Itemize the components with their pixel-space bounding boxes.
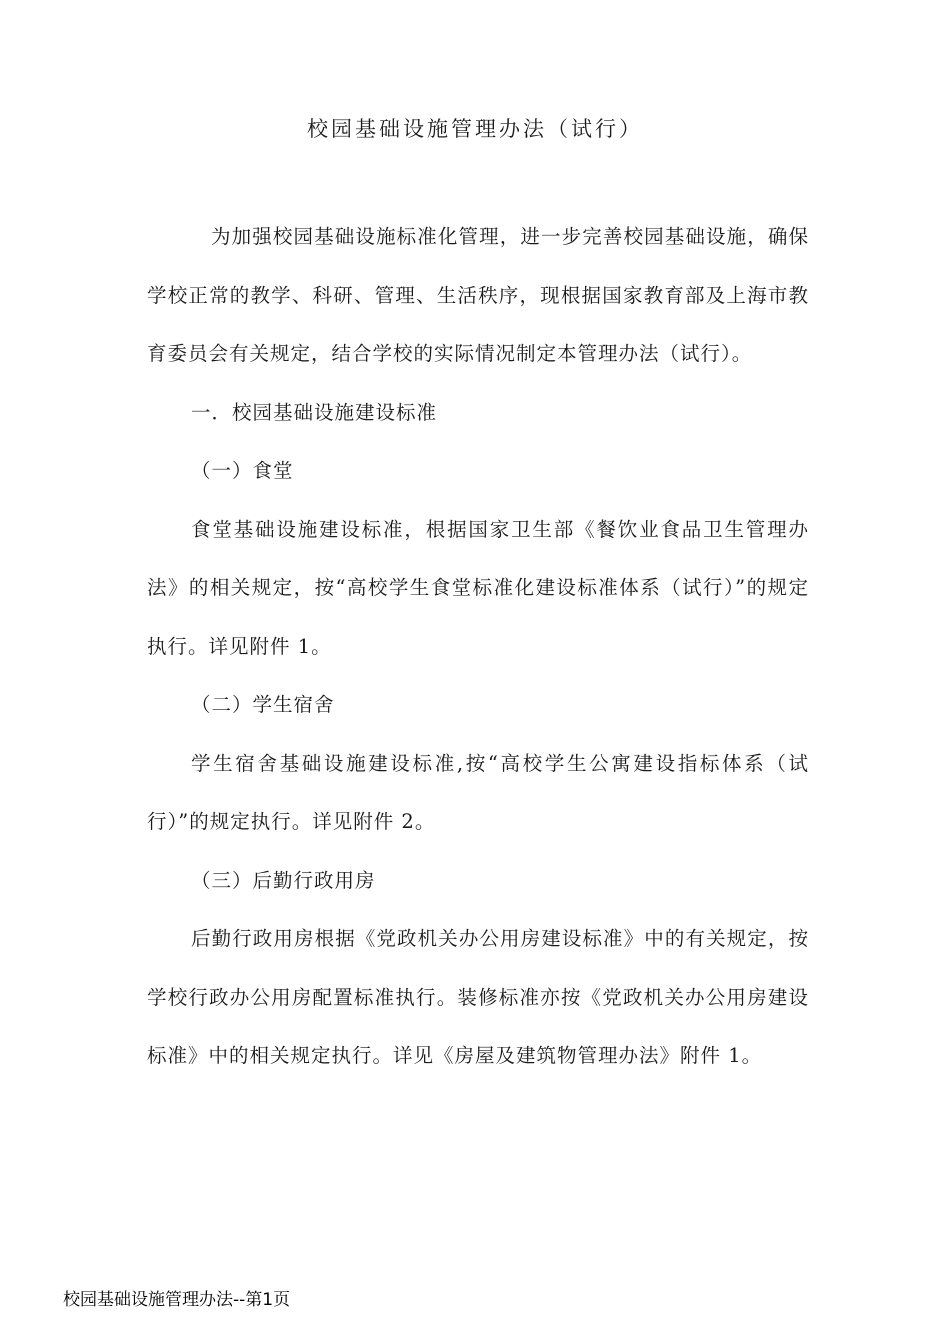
document-body [147, 208, 809, 1086]
page-footer: 校园基础设施管理办法--第1页 [63, 1290, 291, 1310]
canteen-paragraph: 食堂基础设施建设标准，根据国家卫生部《餐饮业食品卫生管理办法》的相关规定，按“高校学生食堂标准化建设标准体系（试行）”的规定执行。详见附件 1。 [147, 517, 809, 658]
document-title: 校园基础设施管理办法（试行） [307, 117, 643, 141]
subsection-heading-canteen: （一）食堂 [191, 459, 294, 482]
subsection-heading-dormitory: （二）学生宿舍 [191, 693, 335, 716]
subsection-heading-admin-buildings: （三）后勤行政用房 [191, 868, 376, 892]
dormitory-paragraph: 学生宿舍基础设施建设标准,按“高校学生公寓建设指标体系（试行）”的规定执行。详见附件 2。 [147, 751, 809, 833]
section-heading-construction-standards: 一．校园基础设施建设标准 [191, 400, 438, 424]
admin-buildings-paragraph: 后勤行政用房根据《党政机关办公用房建设标准》中的有关规定，按学校行政办公用房配置标准执行。装修标准亦按《党政机关办公用房建设标准》中的相关规定执行。详见《房屋及建筑物管理办法》附件 1。 [147, 927, 809, 1067]
intro-paragraph: 为加强校园基础设施标准化管理，进一步完善校园基础设施，确保学校正常的教学、科研、管理、生活秩序，现根据国家教育部及上海市教育委员会有关规定，结合学校的实际情况制定本管理办法（试行）。 [147, 225, 809, 365]
